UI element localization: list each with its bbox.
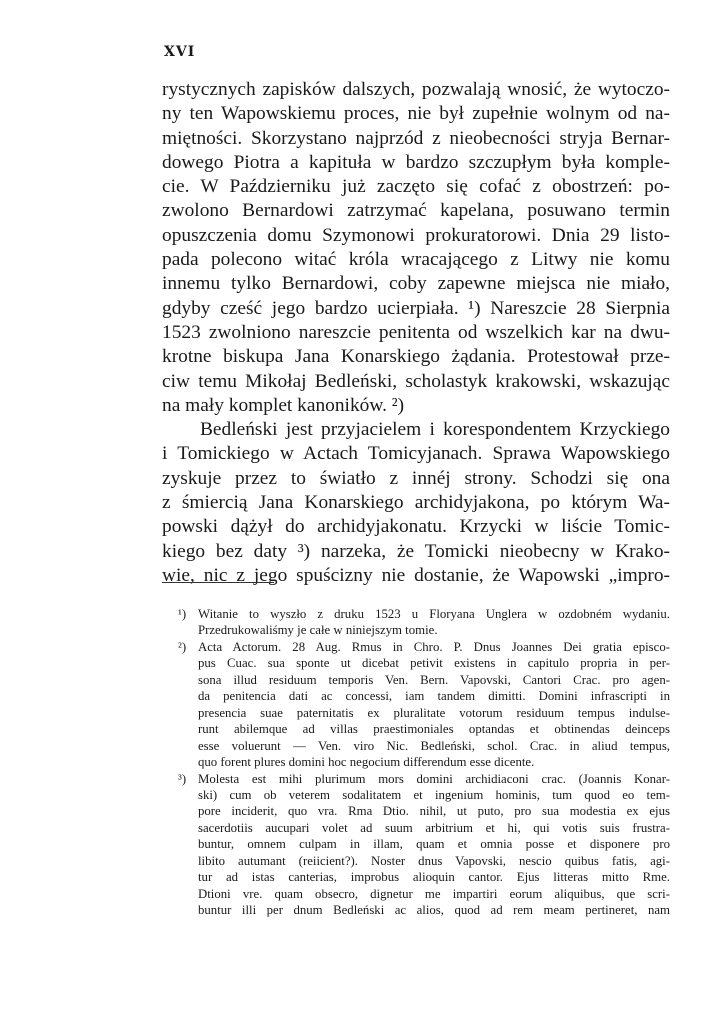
footnote-line: quo forent plures domini hoc negocium differendum esse dicente.: [198, 755, 535, 770]
footnote-line: presencia suae paternitatis ex pluralitate votorum residuum tempus indulse-: [198, 705, 670, 720]
text-line: rystycznych zapisków dalszych, pozwalają wnosić, że wytoczo-: [162, 79, 670, 100]
text-line: 1523 zwolniono nareszcie penitenta od wszelkich kar na dwu-: [162, 321, 670, 343]
footnote-line: pore inciderit, quo vra. Rma Dtio. nihil, ut puto, pro sua modestia ex ejus: [198, 804, 670, 819]
footnote-marker: ³): [178, 771, 187, 786]
footnotes: [178, 606, 670, 919]
footnote-marker: ¹): [178, 607, 187, 621]
text-line: ny ten Wapowskiemu proces, nie był zupełnie wolnym od na-: [162, 103, 670, 125]
text-line: i Tomickiego w Actach Tomicyjanach. Sprawa Wapowskiego: [162, 443, 670, 465]
text-line: miętności. Skorzystano najprzód z nieobecności stryja Bernar-: [162, 127, 670, 149]
footnote-line: ski) cum ob veterem sodalitatem et ingenium hominis, tum quod eo tem-: [198, 787, 670, 802]
paragraph-first-line: Bedleński jest przyjacielem i korespondentem Krzyckiego: [200, 419, 670, 441]
footnote-line: sona illud residuum temporis Ven. Bern. Vapovski, Cantori Crac. pro agen-: [198, 672, 670, 687]
text-line: z śmiercią Jana Konarskiego archidyjakona, po którym Wa-: [162, 492, 670, 514]
footnote-1: [178, 606, 670, 639]
footnote-line: buntur, omnem culpam in illam, quam et omnia posse et disponere pro: [198, 837, 670, 852]
footnote-line: Witanie to wyszło z druku 1523 u Floryana Unglera w ozdobném wydaniu.: [198, 607, 670, 621]
footnote-line: tur ad istas canterias, improbus alioquin cantor. Ejus litteras mitto Rme.: [198, 870, 670, 885]
text-line: zyskuje przez to światło z innéj strony. Schodzi się ona: [162, 467, 670, 489]
text-line: krotne biskupa Jana Konarskiego żądania. Protestował prze-: [162, 346, 670, 368]
text-line: na mały komplet kanoników. ²): [162, 394, 405, 416]
text-line: zwolono Bernardowi zatrzymać kapelana, posuwano termin: [162, 200, 670, 222]
text-line: kiego bez daty ³) narzeka, że Tomicki nieobecny w Krako-: [162, 540, 670, 562]
footnote-line: buntur illi per dnum Bedleński ac alios, quod ad rem meam pertineret, nam: [198, 903, 670, 918]
footnote-line: Dtioni vre. quam obsecro, dignetur me impartiri eorum aliquibus, que scri-: [198, 886, 670, 901]
footnote-line: runt abilemque ad villas praestimoniales optandas et obtinendas deinceps: [198, 722, 670, 737]
footnote-line: sacerdotiis aucupari volet ad suum arbitrium et hi, qui votis suis frustra-: [198, 820, 670, 835]
text-line: powski dążył do archidyjakonatu. Krzycki w liście Tomic-: [162, 516, 670, 538]
footnote-line: da penitencia dati ac concessi, iam tandem dimitti. Domini infrascripti in: [198, 689, 670, 704]
footnote-divider: [162, 582, 274, 583]
text-line: pada polecono witać króla wracającego z Litwy nie komu: [162, 249, 670, 271]
footnote-3: [178, 771, 670, 919]
text-line: innemu tylko Bernardowi, coby zapewne miejsca nie miało,: [162, 273, 670, 295]
footnote-line: libito autumant (reiicient?). Noster dnus Vapovski, nescio quibus fatis, agi-: [198, 853, 670, 868]
text-line: gdyby cześć jego bardzo ucierpiała. ¹) Nareszcie 28 Sierpnia: [162, 297, 670, 319]
footnote-line: Przedrukowaliśmy je całe w niniejszym tomie.: [198, 623, 438, 638]
text-line: opuszczenia domu Szymonowi prokuratorowi. Dnia 29 listo-: [162, 224, 670, 246]
footnote-line: pus Cuac. sua sponte ut dicebat petivit existens in capitulo propria in per-: [198, 656, 670, 671]
footnote-line: Acta Actorum. 28 Aug. Rmus in Chro. P. Dnus Joannes Dei gratia episco-: [198, 639, 670, 654]
text-line: ciw temu Mikołaj Bedleński, scholastyk krakowski, wskazując: [162, 370, 670, 392]
footnote-2: [178, 639, 670, 771]
text-line: wie, nic z jego spuścizny nie dostanie, że Wapowski „impro-: [162, 564, 670, 586]
footnote-line: esse voluerunt — Ven. viro Nic. Bedleński, schol. Crac. in aliud tempus,: [198, 738, 670, 753]
page-number: XVI: [164, 44, 196, 60]
main-text: [162, 78, 670, 588]
text-line: cie. W Październiku już zaczęto się cofać z obostrzeń: po-: [162, 176, 670, 198]
text-line: dowego Piotra a kapituła w bardzo szczupłym była komple-: [162, 151, 670, 173]
footnote-marker: ²): [178, 639, 187, 654]
footnote-line: Molesta est mihi plurimum mors domini archidiaconi crac. (Joannis Konar-: [198, 771, 670, 786]
